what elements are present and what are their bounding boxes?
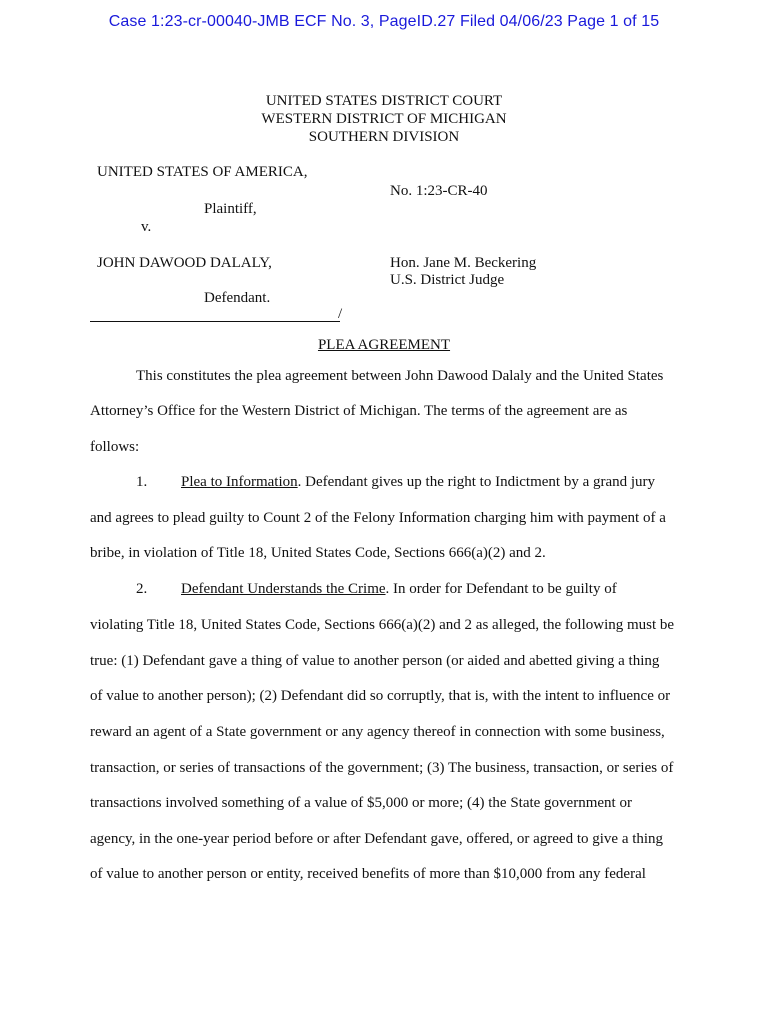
- section-1-line-1-text: . Defendant gives up the right to Indictment by a grand jury: [297, 474, 656, 490]
- caption-slash: /: [338, 306, 343, 322]
- section-1-number: 1.: [136, 474, 148, 490]
- section-2-line-5: reward an agent of a State government or any agency thereof in connection with some business,: [90, 724, 665, 740]
- section-2-heading: Defendant Understands the Crime: [181, 581, 386, 597]
- versus-label: v.: [141, 219, 152, 235]
- ecf-header-stamp: Case 1:23-cr-00040-JMB ECF No. 3, PageID.27 Filed 04/06/23 Page 1 of 15: [108, 13, 660, 30]
- plaintiff-role: Plaintiff,: [204, 201, 257, 217]
- section-2-first-line: [181, 581, 617, 598]
- section-2-line-2: violating Title 18, United States Code, Sections 666(a)(2) and 2 as alleged, the following must be: [90, 617, 675, 633]
- intro-line-3: follows:: [90, 439, 140, 455]
- section-1-first-line: [181, 474, 655, 491]
- judge-title: U.S. District Judge: [390, 272, 505, 288]
- section-2-line-8: agency, in the one-year period before or after Defendant gave, offered, or agreed to give a thing: [90, 831, 664, 847]
- caption-divider-line: [90, 321, 340, 322]
- court-division: SOUTHERN DIVISION: [308, 129, 460, 145]
- court-district: WESTERN DISTRICT OF MICHIGAN: [261, 111, 507, 127]
- judge-name: Hon. Jane M. Beckering: [390, 255, 537, 271]
- section-1-line-3: bribe, in violation of Title 18, United States Code, Sections 666(a)(2) and 2.: [90, 545, 546, 561]
- court-name: UNITED STATES DISTRICT COURT: [265, 93, 503, 109]
- section-2-number: 2.: [136, 581, 148, 597]
- case-number: No. 1:23-CR-40: [390, 183, 488, 199]
- defendant-name: JOHN DAWOOD DALALY,: [97, 255, 272, 271]
- section-2-line-4: of value to another person); (2) Defendant did so corruptly, that is, with the intent to influence or: [90, 688, 671, 704]
- plaintiff-name: UNITED STATES OF AMERICA,: [97, 164, 308, 180]
- section-1-heading: Plea to Information: [181, 474, 298, 490]
- intro-line-2: Attorney’s Office for the Western District of Michigan. The terms of the agreement are as: [90, 403, 628, 419]
- intro-line-1: This constitutes the plea agreement between John Dawood Dalaly and the United States: [136, 368, 664, 384]
- section-2-line-9: of value to another person or entity, received benefits of more than $10,000 from any federal: [90, 866, 646, 882]
- section-2-line-6: transaction, or series of transactions of the government; (3) The business, transaction, or series of: [90, 760, 674, 776]
- section-1-line-2: and agrees to plead guilty to Count 2 of the Felony Information charging him with payment of a: [90, 510, 666, 526]
- document-title: PLEA AGREEMENT: [317, 337, 451, 353]
- section-2-line-7: transactions involved something of a value of $5,000 or more; (4) the State government or: [90, 795, 632, 811]
- section-2-line-3: true: (1) Defendant gave a thing of value to another person (or aided and abetted giving a thing: [90, 653, 660, 669]
- section-2-line-1-text: . In order for Defendant to be guilty of: [385, 581, 617, 597]
- defendant-role: Defendant.: [204, 290, 271, 306]
